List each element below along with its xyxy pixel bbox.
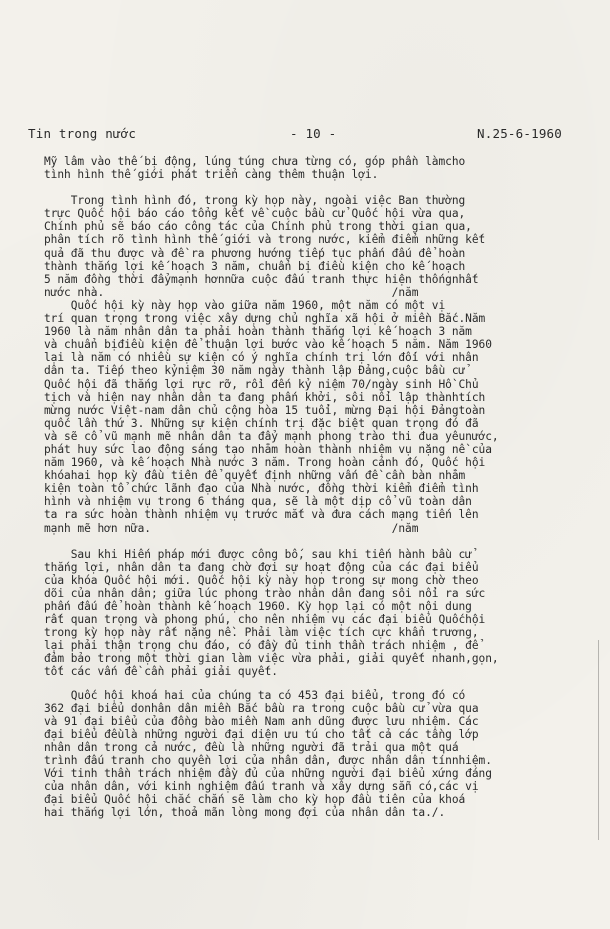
page-number: - 10 - — [290, 126, 337, 141]
text-line: dân ta. Tiếp theo kỷniệm 30 năm ngày thành lập Đảng,cuộc bầu cử — [44, 364, 466, 378]
text-line: đại biểu Quốc hội chắc chắn sẽ làm cho kỳ họp đầu tiên của khoá — [44, 793, 466, 807]
text-line: dõi của nhân dân; giữa lúc phong trào nhân dân đang sôi nổi ra sức — [44, 586, 486, 600]
text-line: 362 đại biểu donhân dân miền Bắc bầu ra trong cuộc bầu cử vừa qua — [44, 701, 479, 715]
text-line: trình đấu tranh cho quyền lợi của nhân dân, được nhân dân tínnhiệm. — [44, 754, 492, 768]
text-line: Quốc hội khoá hai của chúng ta có 453 đại biểu, trong đó có — [44, 688, 466, 702]
text-line: Quốc hội kỳ này họp vào giữa năm 1960, một năm có một vị — [44, 298, 446, 312]
paragraph-4 — [44, 548, 584, 679]
text-line: trực Quốc hội báo cáo tổng kết về cuộc bầu cử Quốc hội vừa qua, — [44, 207, 466, 221]
paragraph-2 — [44, 194, 584, 299]
text-line: thành thắng lợi kế hoạch 3 năm, chuẩn bị điều kiện cho kế hoạch — [44, 259, 466, 273]
text-line: và chuẩn bịđiều kiện để thuận lợi bước vào kế hoạch 5 năm. Năm 1960 — [44, 338, 492, 352]
text-line: và 91 đại biểu của đồng bào miền Nam anh dũng được lưu nhiệm. Các — [44, 714, 479, 728]
text-line: và sẽ cổ vũ mạnh mẽ nhân dân ta đẩy mạnh phong trào thi đua yêunước, — [44, 429, 499, 443]
document-date: N.25-6-1960 — [477, 126, 562, 141]
text-line: Sau khi Hiến pháp mới được công bố, sau khi tiến hành bầu cử — [44, 547, 472, 561]
text-line: quốc lần thứ 3. Những sự kiện chính trị đặc biệt quan trọng đó đã — [44, 416, 479, 430]
paragraph-1 — [44, 155, 584, 181]
text-line: rất quan trọng và phong phú, cho nên nhiệm vụ các đại biểu Quốchội — [44, 613, 486, 627]
text-line: mừng nước Việt-nam dân chủ cộng hòa 15 tuổi, mừng Đại hội Đảngtoàn — [44, 403, 486, 417]
paragraph-3 — [44, 299, 584, 535]
text-line: quả đã thu được và đề ra phương hướng tiếp tục phấn đấu để hoàn — [44, 246, 466, 260]
text-line: Chính phủ sẽ báo cáo công tác của Chính phủ trong thời gian qua, — [44, 220, 472, 234]
text-line: phấn đấu để hoàn thành kế hoạch 1960. Kỳ họp lại có một nội dung — [44, 600, 472, 613]
text-line: 1960 là năm nhân dân ta phải hoàn thành thắng lợi kế hoạch 3 năm — [44, 325, 472, 339]
page-header — [28, 126, 562, 142]
text-line: năm 1960, và kế hoạch Nhà nước 3 năm. Trong hoàn cảnh đó, Quốc hội — [44, 456, 486, 470]
text-line: Trong tình hình đó, trong kỳ họp này, ngoài việc Ban thường — [44, 194, 466, 208]
text-line: Quốc hội đã thắng lợi rực rỡ, rồi đến kỷ niệm 70/ngày sinh Hồ Chủ — [44, 377, 479, 391]
paragraph-5 — [44, 689, 584, 820]
document-body — [44, 155, 584, 820]
text-line: phát huy sức lao động sáng tạo nhằm hoàn thành nhiệm vụ nặng nề của — [44, 442, 492, 456]
text-line: tịch và hiện nay nhân dân ta đang phấn khởi, sôi nổi lập thànhtích — [44, 390, 486, 404]
text-line: trí quan trọng trong việc xây dựng chủ nghĩa xã hội ở miền Bắc.Năm — [44, 312, 486, 326]
text-line: của khóa Quốc hội mới. Quốc hội kỳ này họp trong sự mong chờ theo — [44, 573, 479, 587]
text-line: hình và nhiệm vụ trong 6 tháng qua, sẽ là một dịp cổ vũ toàn dân — [44, 495, 472, 509]
text-line: mạnh mẽ hơn nữa. /năm — [44, 521, 419, 535]
text-line: hai thắng lợi lớn, thoả mãn lòng mong đợi của nhân dân ta./. — [44, 806, 446, 820]
text-line: tốt các vấn đề cần phải giải quyết. — [44, 665, 278, 679]
text-line: phân tích rõ tình hình thế giới và trong nước, kiểm điểm những kết — [44, 233, 486, 247]
text-line: đại biểu đềulà những người đại diện ưu tú cho tất cả các tầng lớp — [44, 727, 479, 741]
text-line: nhân dân trong cả nước, đều là những người đã trải qua một quá — [44, 740, 459, 754]
text-line: Với tinh thần trách nhiệm đầy đủ của những người đại biểu xứng đáng — [44, 767, 492, 781]
text-line: của nhân dân, với kinh nghiệm đấu tranh và xây dựng sẵn có,các vị — [44, 780, 479, 794]
text-line: lại là năm có nhiều sự kiện có ý nghĩa chính trị lớn đối với nhân — [44, 351, 479, 365]
text-line: Mỹ lâm vào thế bị động, lúng túng chưa từng có, góp phần làmcho — [44, 155, 466, 168]
text-line: 5 năm đồng thời đẩymạnh hơnnữa cuộc đấu tranh thực hiện thốngnhất — [44, 272, 479, 286]
section-title: Tin trong nước — [28, 126, 137, 141]
text-line: tình hình thế giới phát triển càng thêm thuận lợi. — [44, 168, 379, 182]
text-line: khóahai họp kỳ đầu tiên để quyết định những vấn đề cần bàn nhằm — [44, 469, 466, 483]
text-line: kiện toàn tổ chức lãnh đạo của Nhà nước, đồng thời kiểm điểm tình — [44, 482, 479, 496]
text-line: trong kỳ họp này rất nặng nề. Phải làm việc tích cực khẩn trương, — [44, 626, 479, 640]
text-line: nước nhà. /năm — [44, 285, 419, 299]
text-line: lại phải thận trọng chu đáo, có đầy đủ tinh thần trách nhiệm , để — [44, 639, 479, 653]
text-line: ta ra sức hoàn thành nhiệm vụ trước mắt và đưa cách mạng tiến lên — [44, 508, 479, 522]
text-line: đảm bảo trong một thời gian làm việc vừa phải, giải quyết nhanh,gọn, — [44, 652, 499, 666]
paper-fold-line — [598, 640, 599, 840]
text-line: thắng lợi, nhân dân ta đang chờ đợi sự hoạt động của các đại biểu — [44, 560, 479, 574]
